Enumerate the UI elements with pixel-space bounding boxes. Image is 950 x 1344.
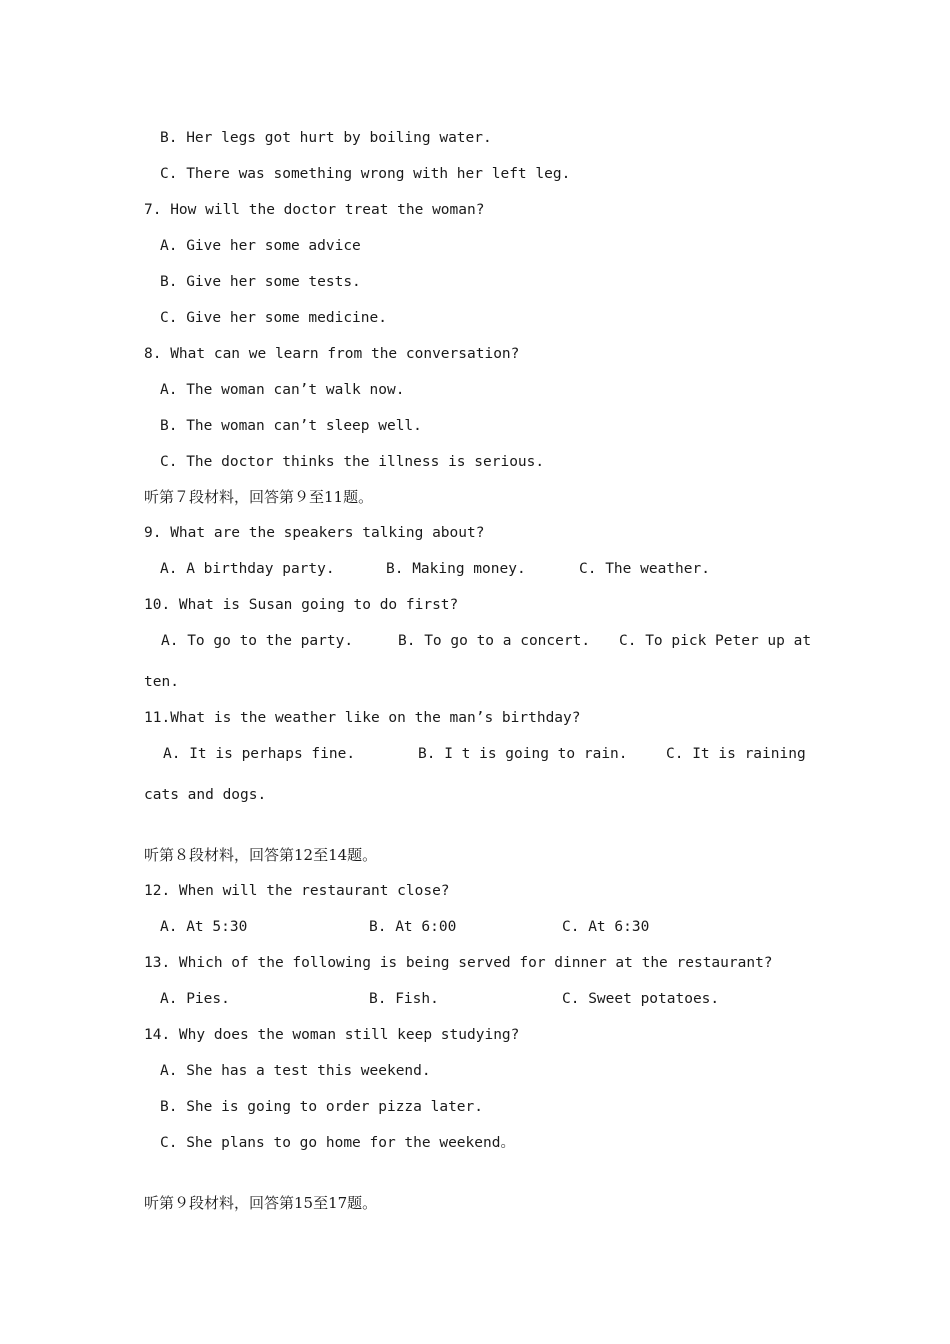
q8-option-b: B. The woman can’t sleep well. <box>160 418 422 434</box>
q13-option-a: A. Pies. <box>160 991 230 1007</box>
question-11: 11.What is the weather like on the man’s birthday? <box>144 710 581 726</box>
section-8-heading: 听第８段材料，回答第12至14题。 <box>144 846 378 864</box>
q11-options <box>0 745 950 763</box>
q10-option-c-continued: ten. <box>144 674 179 690</box>
q11-option-b: B. I t is going to rain. <box>418 746 628 762</box>
q10-option-b: B. To go to a concert. <box>398 633 591 649</box>
q9-option-a: A. A birthday party. <box>160 561 335 577</box>
q7-option-a: A. Give her some advice <box>160 238 361 254</box>
q12-option-c: C. At 6:30 <box>562 919 650 935</box>
q11-option-c: C. It is raining <box>666 746 806 762</box>
q12-options <box>0 918 950 936</box>
q6-option-b: B. Her legs got hurt by boiling water. <box>160 130 492 146</box>
question-13: 13. Which of the following is being served for dinner at the restaurant? <box>144 955 773 971</box>
question-7: 7. How will the doctor treat the woman? <box>144 202 485 218</box>
question-8: 8. What can we learn from the conversation? <box>144 346 520 362</box>
q14-option-b: B. She is going to order pizza later. <box>160 1099 484 1115</box>
question-9: 9. What are the speakers talking about? <box>144 525 485 541</box>
q6-option-c: C. There was something wrong with her left leg. <box>160 166 571 182</box>
q9-option-b: B. Making money. <box>386 561 526 577</box>
question-10: 10. What is Susan going to do first? <box>144 597 459 613</box>
q9-options <box>0 560 950 578</box>
q13-options <box>0 990 950 1008</box>
question-12: 12. When will the restaurant close? <box>144 883 450 899</box>
q14-option-c: C. She plans to go home for the weekend。 <box>160 1135 515 1151</box>
q12-option-b: B. At 6:00 <box>369 919 457 935</box>
q11-option-c-continued: cats and dogs. <box>144 787 267 803</box>
q12-option-a: A. At 5:30 <box>160 919 248 935</box>
q8-option-c: C. The doctor thinks the illness is serious. <box>160 454 545 470</box>
q7-option-b: B. Give her some tests. <box>160 274 361 290</box>
section-9-heading: 听第９段材料，回答第15至17题。 <box>144 1194 378 1212</box>
question-14: 14. Why does the woman still keep studying? <box>144 1027 520 1043</box>
q10-options <box>0 632 950 650</box>
section-7-heading: 听第７段材料，回答第９至11题。 <box>144 488 374 506</box>
q13-option-c: C. Sweet potatoes. <box>562 991 720 1007</box>
q11-option-a: A. It is perhaps fine. <box>163 746 356 762</box>
q10-option-c: C. To pick Peter up at <box>619 633 812 649</box>
q9-option-c: C. The weather. <box>579 561 710 577</box>
q8-option-a: A. The woman can’t walk now. <box>160 382 405 398</box>
q7-option-c: C. Give her some medicine. <box>160 310 387 326</box>
q14-option-a: A. She has a test this weekend. <box>160 1063 431 1079</box>
q13-option-b: B. Fish. <box>369 991 439 1007</box>
q10-option-a: A. To go to the party. <box>161 633 354 649</box>
